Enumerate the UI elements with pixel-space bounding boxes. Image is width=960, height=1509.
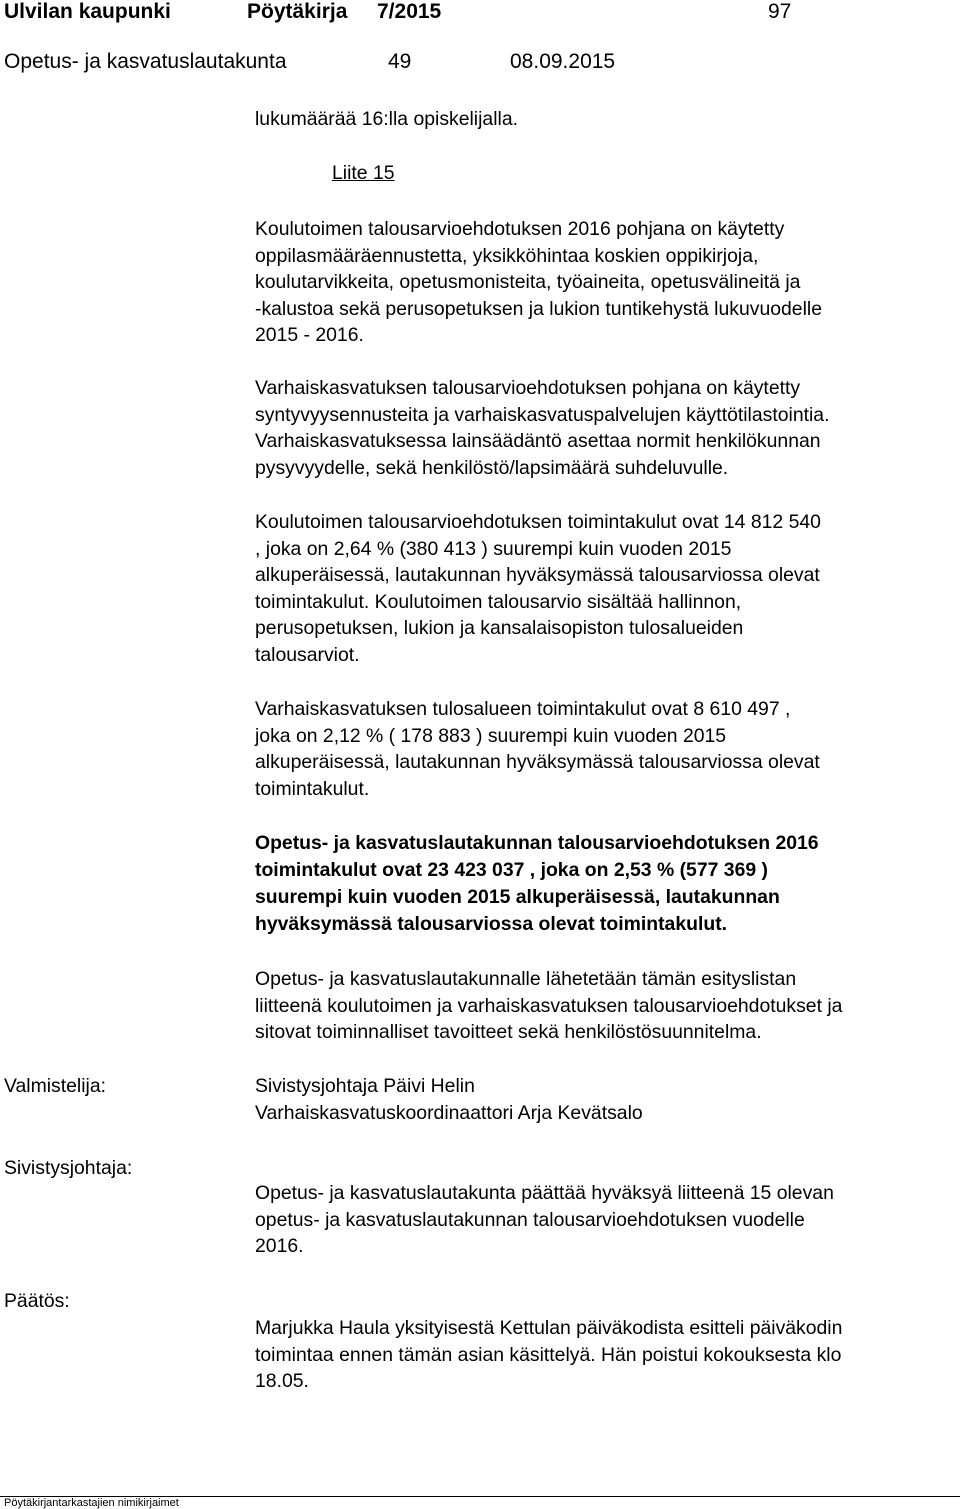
committee-name: Opetus- ja kasvatuslautakunta	[4, 50, 287, 73]
paragraph-early-education-basis: Varhaiskasvatuksen talousarvioehdotuksen pohjana on käytetty syntyvyysennusteita ja varhaiskasvatuspalvelujen käyttötilastointia. Varhaiskasvatuksessa lainsäädäntö asettaa normit henkilökunnan pysyvyydelle, sekä henkilöstö/lapsimäärä suhdeluvulle.	[255, 377, 830, 479]
footer-initials-label: Pöytäkirjantarkastajien nimikirjaimet	[4, 1497, 179, 1509]
section-number: 49	[388, 50, 412, 73]
label-preparer: Valmistelija:	[4, 1075, 107, 1097]
meeting-date: 08.09.2015	[510, 50, 616, 73]
preparers-list: Sivistysjohtaja Päivi Helin Varhaiskasvatuskoordinaattori Arja Kevätsalo	[255, 1075, 643, 1124]
attachment-link-block	[332, 160, 532, 187]
document-type: Pöytäkirja	[247, 0, 348, 23]
document-number: 7/2015	[377, 0, 442, 23]
paragraph-attachments: Opetus- ja kasvatuslautakunnalle lähetetään tämän esityslistan liitteenä koulutoimen ja varhaiskasvatuksen talousarvioehdotukset ja sitovat toiminnalliset tavoitteet sekä henkilöstösuunnitelma.	[255, 968, 843, 1043]
director-proposal: Opetus- ja kasvatuslautakunta päättää hyväksyä liitteenä 15 olevan opetus- ja kasvatuslautakunnan talousarvioehdotuksen vuodelle 2016.	[255, 1182, 834, 1257]
paragraph-early-education-costs: Varhaiskasvatuksen tulosalueen toimintakulut ovat 8 610 497 , joka on 2,12 % ( 178 883 ) suurempi kuin vuoden 2015 alkuperäisessä, lautakunnan hyväksymässä talousarviossa olevat toimintakulut.	[255, 698, 820, 800]
page-number: 97	[768, 0, 792, 23]
attachment-link[interactable]: Liite 15	[332, 162, 395, 184]
paragraph-school-operating-costs: Koulutoimen talousarvioehdotuksen toimintakulut ovat 14 812 540 , joka on 2,64 % (380 413 ) suurempi kuin vuoden 2015 alkuperäisessä, lautakunnan hyväksymässä talousarviossa olevat toimintakulut. Koulutoimen talousarvio sisältää hallinnon, perusopetuksen, lukion ja kansalaisopiston tulosalueiden talousarviot.	[255, 511, 821, 666]
paragraph-school-budget-basis: Koulutoimen talousarvioehdotuksen 2016 pohjana on käytetty oppilasmääräennustetta, yksikköhintaa koskien oppikirjoja, koulutarvikkeita, opetusmonisteita, työaineita, opetusvälineitä ja -kalustoa sekä perusopetuksen ja lukion tuntikehystä lukuvuodelle 2015 - 2016.	[255, 218, 822, 346]
city-name: Ulvilan kaupunki	[4, 0, 171, 23]
label-director: Sivistysjohtaja:	[4, 1157, 133, 1179]
decision-text: Marjukka Haula yksityisestä Kettulan päiväkodista esitteli päiväkodin toimintaa ennen tämän asian käsittelyä. Hän poistui kokouksesta klo 18.05.	[255, 1317, 843, 1392]
paragraph-total-costs: Opetus- ja kasvatuslautakunnan talousarvioehdotuksen 2016 toimintakulut ovat 23 423 037 , joka on 2,53 % (577 369 ) suurempi kuin vuoden 2015 alkuperäisessä, lautakunnan hyväksymässä talousarviossa olevat toimintakulut.	[255, 832, 819, 935]
label-decision: Päätös:	[4, 1290, 70, 1312]
intro-line: lukumäärää 16:lla opiskelijalla.	[255, 108, 518, 130]
